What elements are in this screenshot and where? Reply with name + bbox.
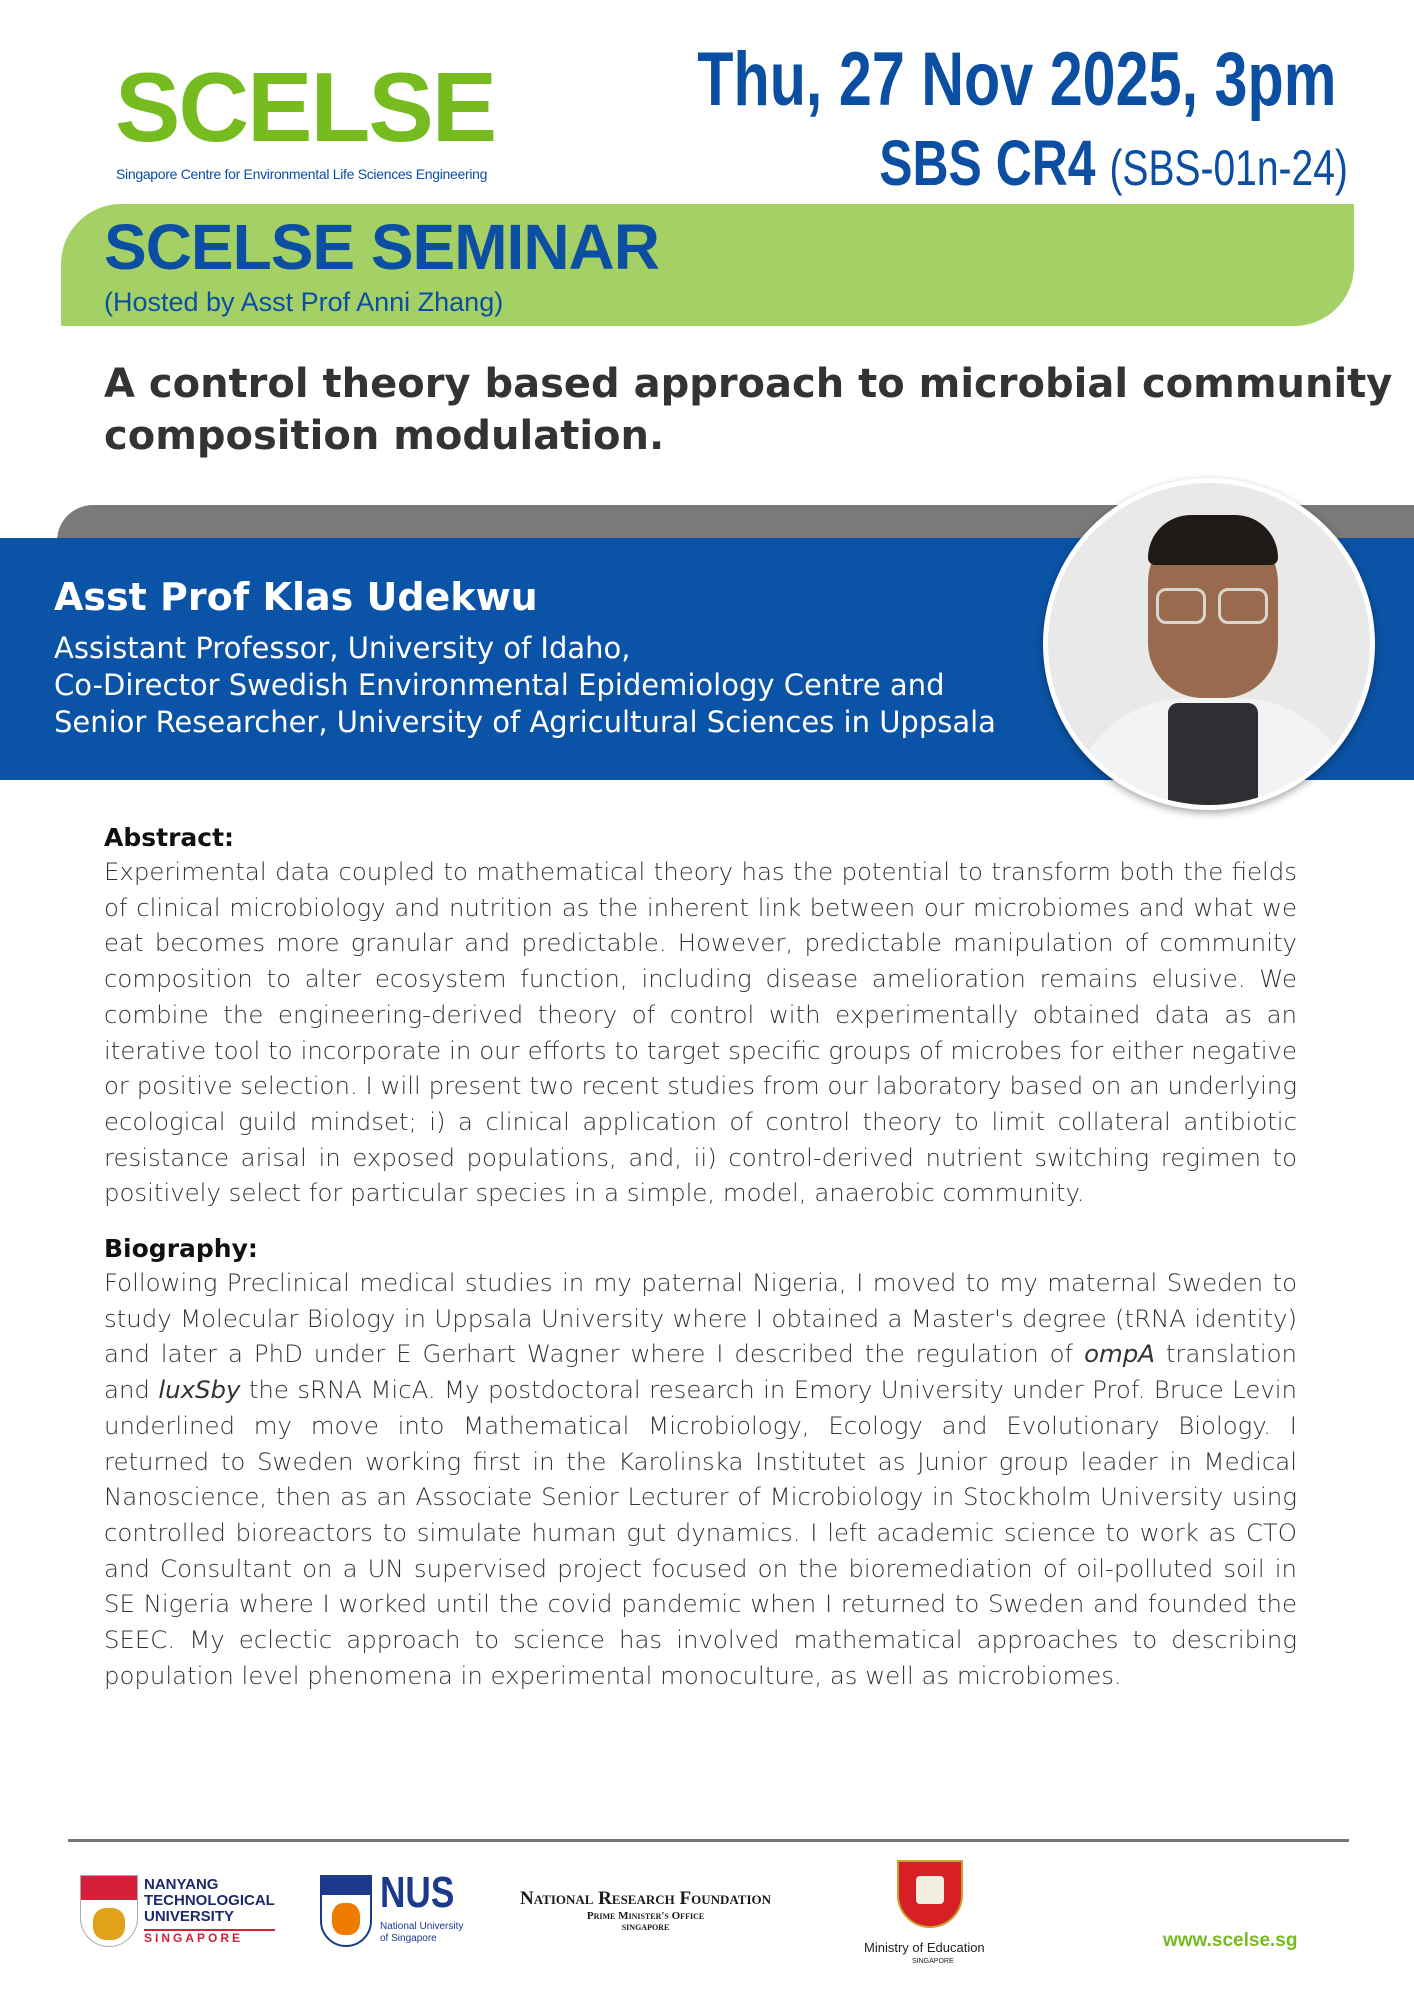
footer-divider — [68, 1839, 1349, 1842]
scelse-logo-subtitle: Singapore Centre for Environmental Life Sciences Engineering — [116, 166, 488, 182]
website-link[interactable]: www.scelse.sg — [1163, 1930, 1298, 1951]
abstract-text: Experimental data coupled to mathematical theory has the potential to transform both the fields of clinical microbiology and nutrition as the inherent link between our microbiomes and what we eat becomes more granular and predictable. However, predictable manipulation of community composition to alter ecosystem function, including disease amelioration remains elusive. We combine the engineering-derived theory of control with experimentally obtained data as an iterative tool to incorporate in our efforts to target specific groups of microbes for either negative or positive selection. I will present two recent studies from our laboratory based on an underlying ecological guild mindset; i) a clinical application of control theory to limit collateral antibiotic resistance arisal in exposed populations, and, ii) control-derived nutrient switching regimen to positively select for particular species in a simple, model, anaerobic community. — [104, 857, 1297, 1208]
biography-text: Following Preclinical medical studies in my paternal Nigeria, I moved to my maternal Sweden to study Molecular Biology in Uppsala University where I obtained a Master's degree (tRNA identity) and later a PhD under E Gerhart Wagner where I described the regulation of ompA translation and luxSby the sRNA MicA. My postdoctoral research in Emory University under Prof. Bruce Levin underlined my move into Mathematical Microbiology, Ecology and Evolutionary Biology. I returned to Sweden working first in the Karolinska Institutet as Junior group leader in Medical Nanoscience, then as an Associate Senior Lecturer of Microbiology in Stockholm University using controlled bioreactors to simulate human gut dynamics. I left academic science to work as CTO and Consultant on a UN supervised project focused on the bioremediation of oil-polluted soil in SE Nigeria where I worked until the covid pandemic when I returned to Sweden and founded the SEEC. My eclectic approach to science has involved mathematical approaches to describing population level phenomena in experimental monoculture, as well as microbiomes. — [104, 1268, 1298, 1690]
seminar-title: SCELSE SEMINAR — [104, 211, 659, 283]
talk-title: A control theory based approach to microbial community composition modulation. — [104, 361, 1393, 459]
ntu-logo: NANYANG TECHNOLOGICAL UNIVERSITY SINGAPORE — [80, 1875, 295, 1950]
event-venue — [879, 128, 1348, 203]
event-date-time: Thu, 27 Nov 2025, 3pm — [696, 37, 1336, 122]
venue-code: (SBS-01n-24) — [1109, 140, 1348, 196]
speaker-affiliation: Senior Researcher, University of Agricultural Sciences in Uppsala — [54, 705, 996, 739]
seminar-host: (Hosted by Asst Prof Anni Zhang) — [104, 287, 504, 317]
nus-logo: NUS National University of Singapore — [320, 1875, 480, 1950]
abstract-heading: Abstract: — [104, 823, 235, 852]
moe-logo: Ministry of Education SINGAPORE — [862, 1860, 1002, 1960]
speaker-info — [54, 574, 1054, 741]
venue-name: SBS CR4 — [879, 127, 1096, 199]
speaker-affiliation: Co-Director Swedish Environmental Epidemiology Centre and — [54, 668, 945, 702]
speaker-photo — [1043, 478, 1375, 810]
scelse-logo: SCELSE — [115, 52, 496, 162]
speaker-affiliation: Assistant Professor, University of Idaho, — [54, 631, 631, 665]
content — [104, 822, 1297, 1693]
speaker-name: Asst Prof Klas Udekwu — [54, 575, 538, 619]
nrf-logo: National Research Foundation Prime Minister's Office SINGAPORE — [520, 1888, 772, 1932]
biography-heading: Biography: — [104, 1234, 258, 1264]
